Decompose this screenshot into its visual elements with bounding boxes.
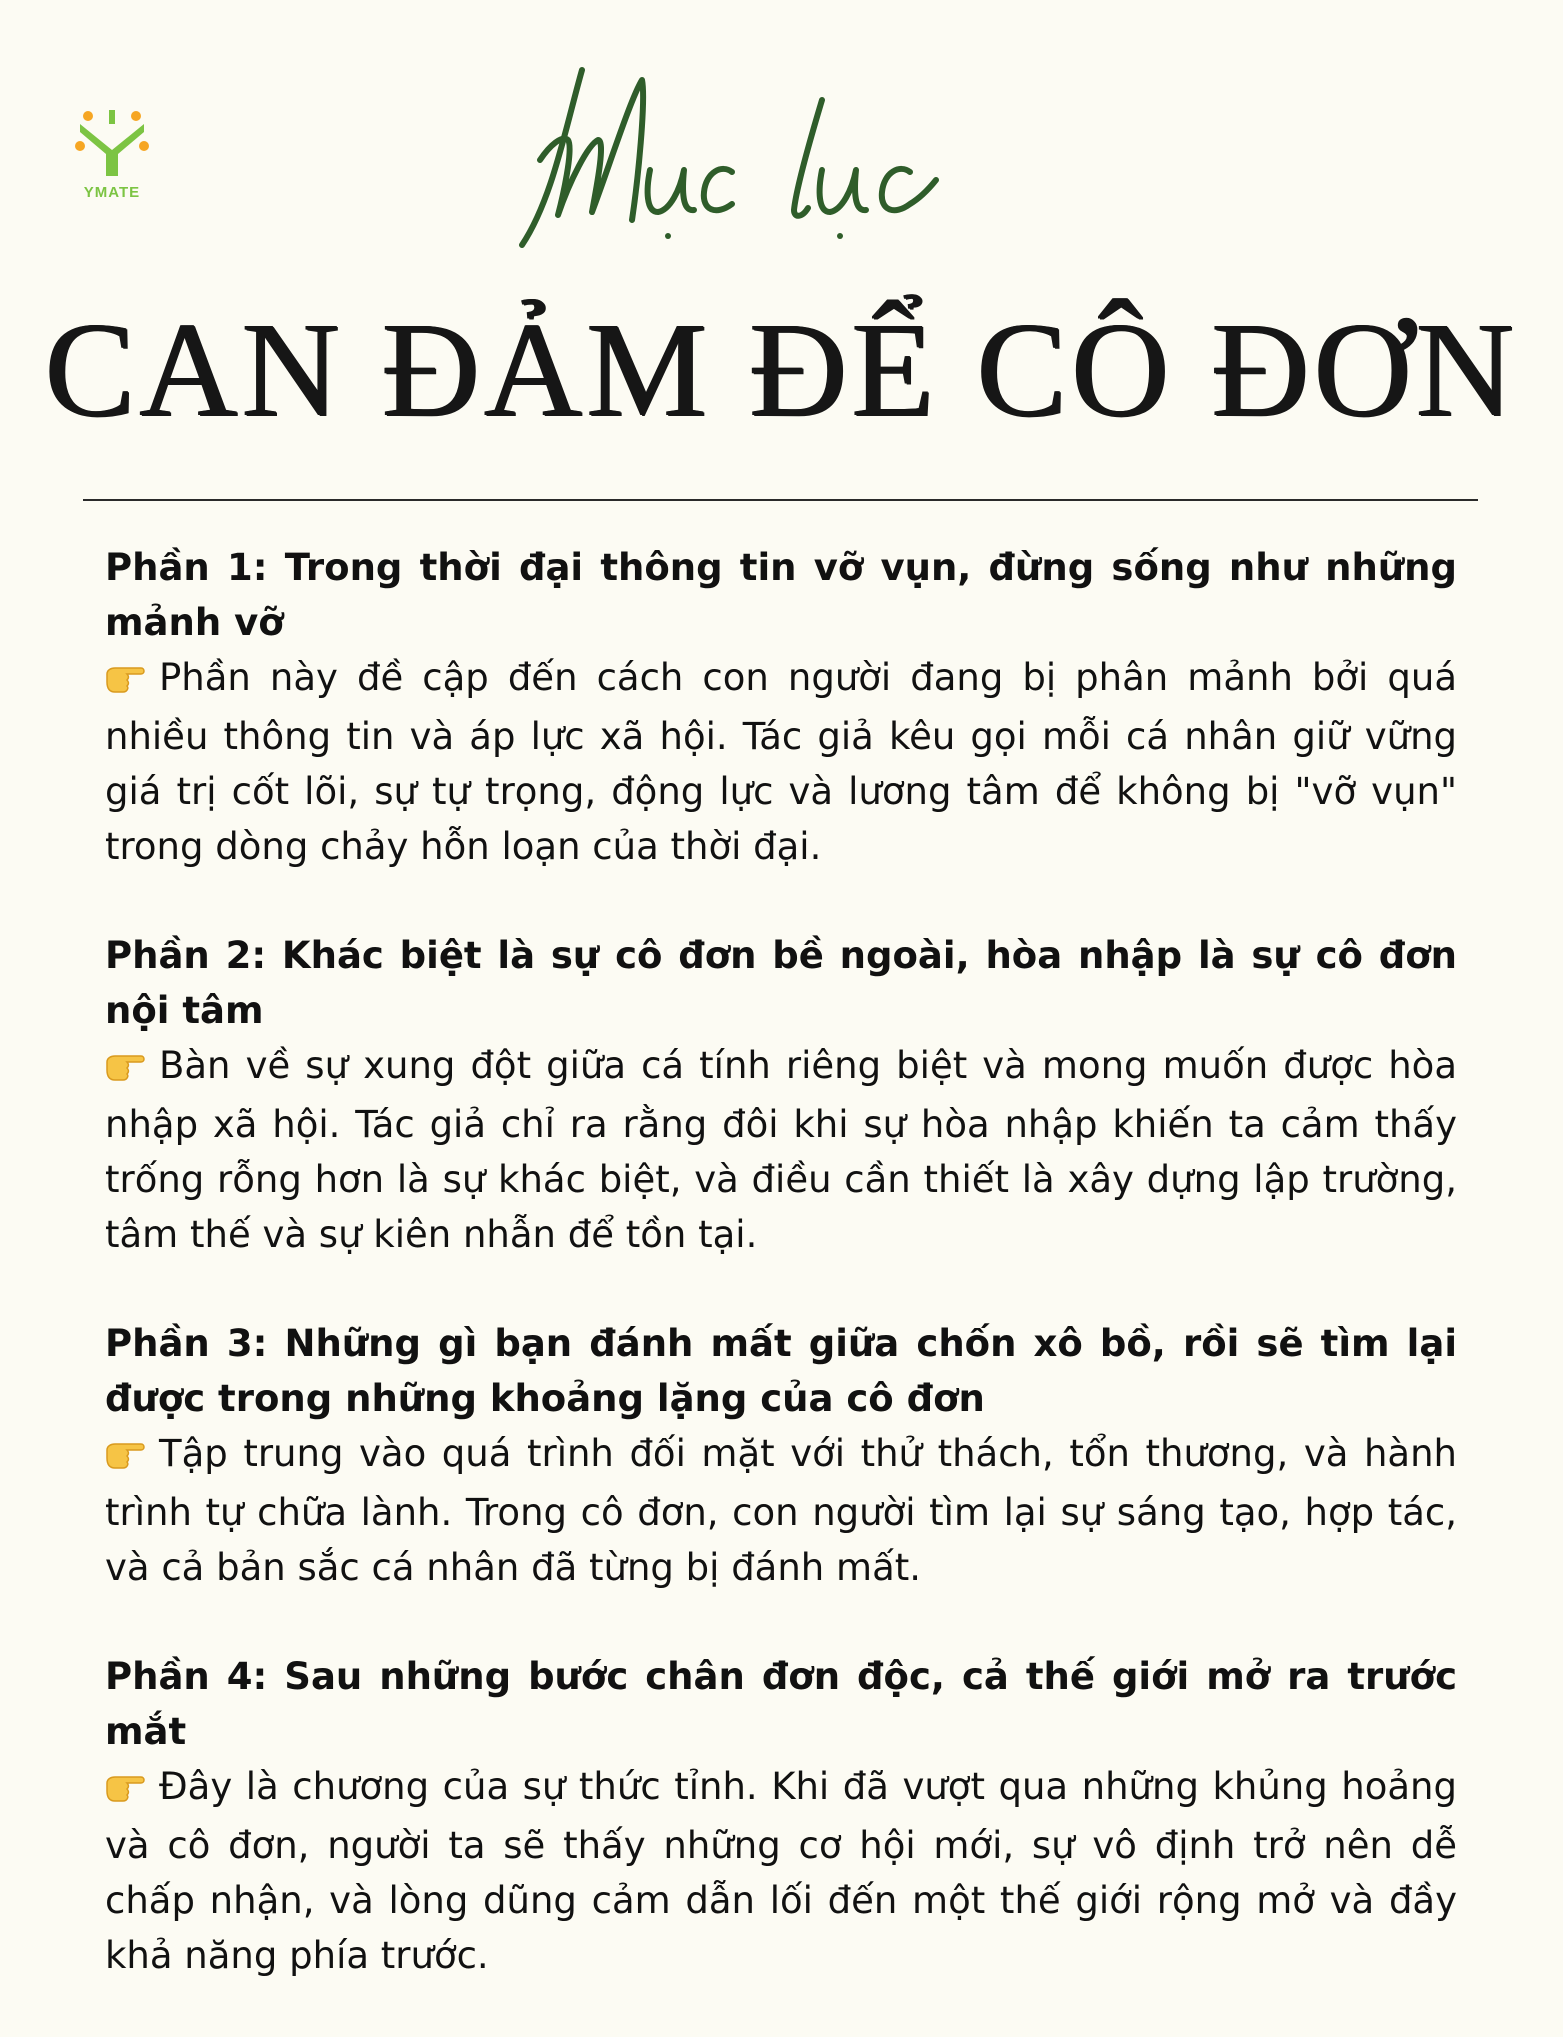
divider [83, 499, 1478, 501]
section-title: Phần 2: Khác biệt là sự cô đơn bề ngoài, hòa nhập là sự cô đơn nội tâm [105, 934, 1457, 1032]
section-title: Phần 4: Sau những bước chân đơn độc, cả thế giới mở ra trước mắt [105, 1655, 1457, 1753]
section-body-text: Đây là chương của sự thức tỉnh. Khi đã vượt qua những khủng hoảng và cô đơn, người ta sẽ thấy những cơ hội mới, sự vô định trở nên dễ chấp nhận, và lòng dũng cảm dẫn lối đến một thế giới rộng mở và đầy khả năng phía trước. [105, 1765, 1457, 1977]
section-description [105, 1759, 1457, 1983]
section-title: Phần 3: Những gì bạn đánh mất giữa chốn xô bồ, rồi sẽ tìm lại được trong những khoảng lặng của cô đơn [105, 1322, 1457, 1420]
section-title: Phần 1: Trong thời đại thông tin vỡ vụn, đừng sống như những mảnh vỡ [105, 546, 1457, 644]
section-description [105, 1426, 1457, 1595]
section-body-text: Tập trung vào quá trình đối mặt với thử thách, tổn thương, và hành trình tự chữa lành. Trong cô đơn, con người tìm lại sự sáng tạo, hợp tác, và cả bản sắc cá nhân đã từng bị đánh mất. [105, 1432, 1457, 1589]
toc-section-1 [105, 540, 1457, 874]
script-title [470, 40, 1070, 300]
book-title: CAN ĐẢM ĐỂ CÔ ĐƠN [44, 295, 1519, 445]
toc-section-2 [105, 928, 1457, 1262]
toc-section-4 [105, 1649, 1457, 1983]
section-description [105, 650, 1457, 874]
toc-section-3 [105, 1316, 1457, 1595]
ymate-logo-mark-icon [74, 110, 150, 180]
section-description [105, 1038, 1457, 1262]
pointing-hand-icon [105, 1042, 147, 1097]
ymate-logo [74, 110, 154, 206]
pointing-hand-icon [105, 654, 147, 709]
section-body-text: Bàn về sự xung đột giữa cá tính riêng biệt và mong muốn được hòa nhập xã hội. Tác giả chỉ ra rằng đôi khi sự hòa nhập khiến ta cảm thấy trống rỗng hơn là sự khác biệt, và điều cần thiết là xây dựng lập trường, tâm thế và sự kiên nhẫn để tồn tại. [105, 1044, 1457, 1256]
section-body-text: Phần này đề cập đến cách con người đang bị phân mảnh bởi quá nhiều thông tin và áp lực xã hội. Tác giả kêu gọi mỗi cá nhân giữ vững giá trị cốt lõi, sự tự trọng, động lực và lương tâm để không bị "vỡ vụn" trong dòng chảy hỗn loạn của thời đại. [105, 656, 1457, 868]
pointing-hand-icon [105, 1763, 147, 1818]
script-title-lettering [470, 40, 1070, 300]
logo-wordmark: YMATE [83, 184, 141, 201]
table-of-contents [105, 540, 1457, 2037]
pointing-hand-icon [105, 1430, 147, 1485]
